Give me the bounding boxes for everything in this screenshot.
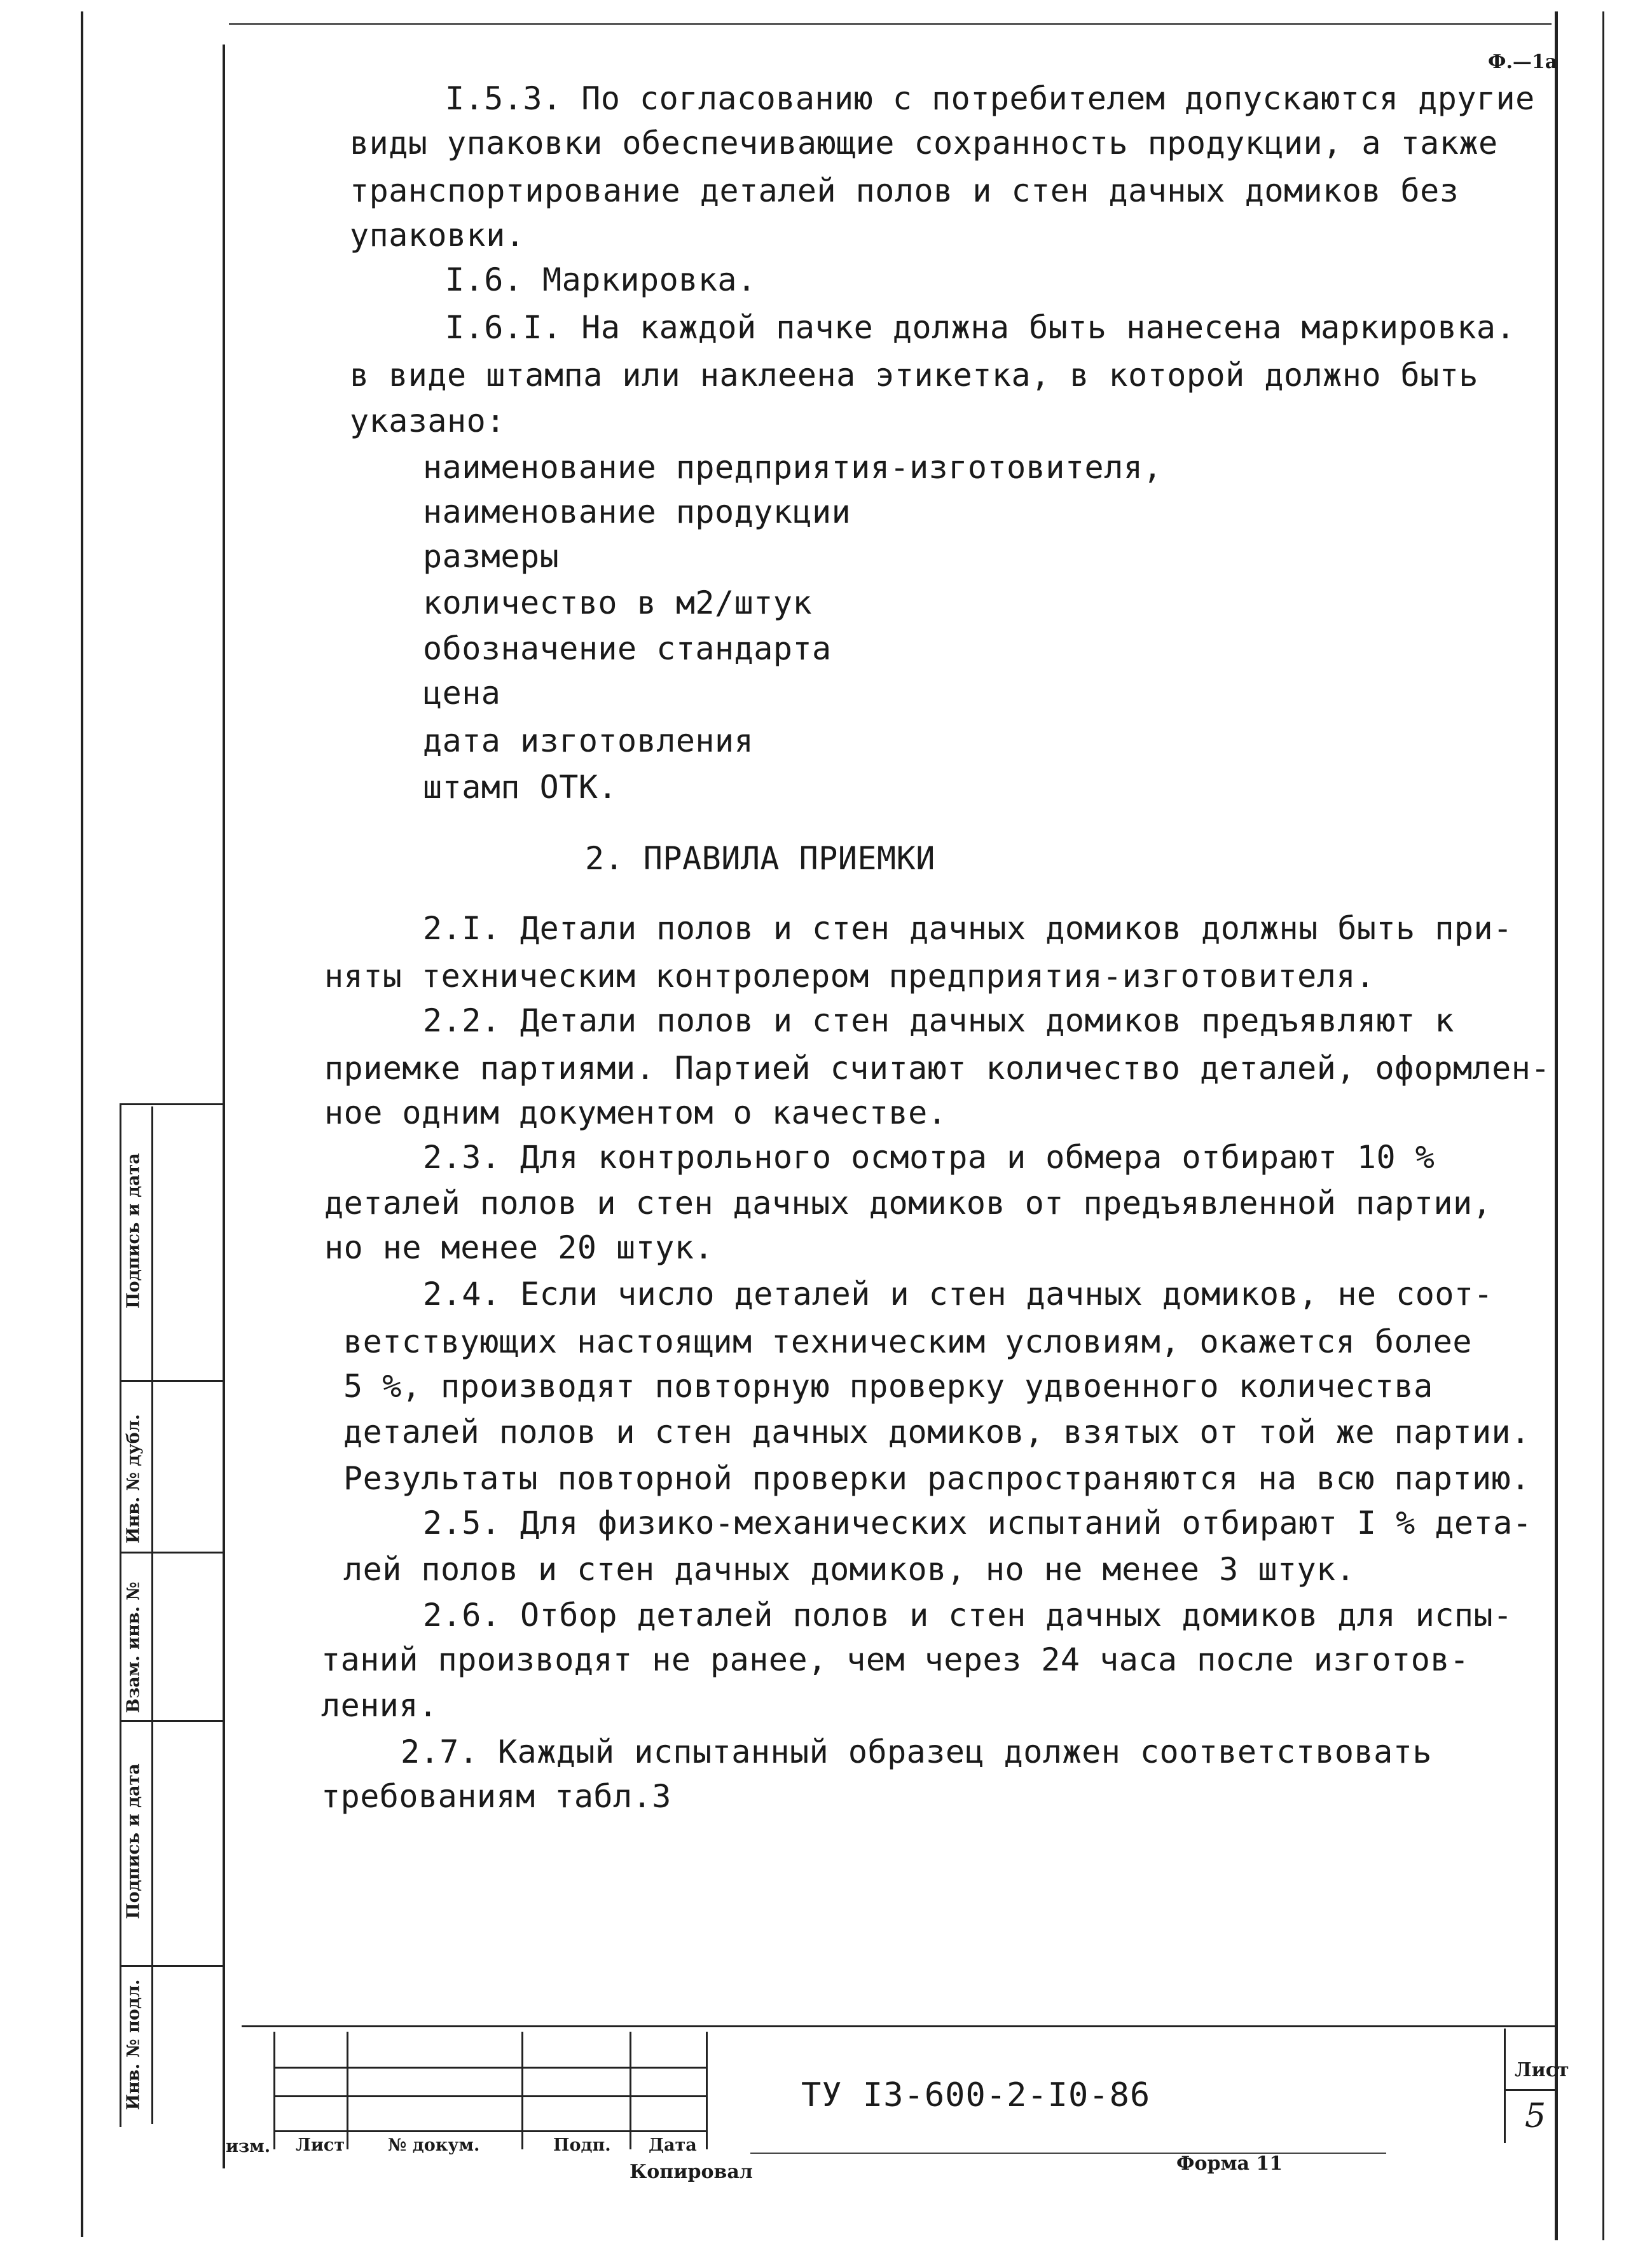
side-label-dup-inv-no: Инв. № дубл. [123, 1414, 144, 1544]
marking-list-item: штамп ОТК. [423, 769, 618, 806]
text-line: указано: [350, 403, 506, 439]
text-line: 2.6. Отбор деталей полов и стен дачных домиков для испы- [423, 1597, 1513, 1634]
col-signature-label: Подп. [553, 2135, 611, 2155]
text-line: I.6. Маркировка. [445, 261, 757, 298]
side-label-replaced-inv-no: Взам. инв. № [123, 1581, 144, 1713]
sheet-number: 5 [1525, 2097, 1546, 2135]
frame-right-border [1555, 11, 1558, 2240]
form-label: Форма 11 [1176, 2153, 1283, 2175]
text-line: 2.2. Детали полов и стен дачных домиков предъявляют к [423, 1002, 1454, 1039]
left-binding-edge [81, 11, 83, 2237]
text-line: ветствующих настоящим техническим условиям, окажется более [343, 1323, 1472, 1360]
col-doc-no-label: № докум. [388, 2135, 480, 2155]
text-line: лей полов и стен дачных домиков, но не менее 3 штук. [343, 1551, 1356, 1588]
title-block-top-border [242, 2025, 1558, 2027]
text-line: в виде штампа или наклеена этикетка, в которой должно быть [350, 357, 1478, 394]
text-line: 5 %, производят повторную проверку удвоенного количества [343, 1368, 1433, 1405]
text-line: приемке партиями. Партией считают количество деталей, оформлен- [324, 1050, 1550, 1087]
side-stamp-inner-line [151, 1106, 153, 2124]
text-line: няты техническим контролером предприятия-изготовителя. [324, 958, 1375, 995]
text-line: упаковки. [350, 217, 525, 254]
text-line: 2.I. Детали полов и стен дачных домиков должны быть при- [423, 910, 1513, 947]
frame-top-border [229, 23, 1552, 25]
marking-list-item: наименование продукции [423, 493, 851, 530]
text-line: деталей полов и стен дачных домиков, взятых от той же партии. [343, 1414, 1531, 1450]
marking-list-item: количество в м2/штук [423, 584, 813, 621]
text-line: ное одним документом о качестве. [324, 1094, 947, 1131]
sheet-label: Лист [1515, 2059, 1569, 2081]
col-change-label: изм. [226, 2137, 271, 2156]
footer-line [750, 2153, 1386, 2154]
text-line: 2.4. Если число деталей и стен дачных домиков, не соот- [423, 1276, 1494, 1313]
sheet-box-left [1504, 2029, 1506, 2143]
text-line: Результаты повторной проверки распространяются на всю партию. [343, 1460, 1531, 1497]
marking-list-item: обозначение стандарта [423, 630, 832, 667]
document-code: ТУ I3-600-2-I0-86 [801, 2076, 1151, 2114]
text-line: 2.3. Для контрольного осмотра и обмера отбирают 10 % [423, 1139, 1435, 1176]
col-sheet-label: Лист [296, 2135, 345, 2155]
title-block-row [273, 2130, 706, 2132]
text-line: требованиям табл.3 [321, 1778, 671, 1815]
form-code: Ф.—1а [1488, 51, 1558, 73]
title-block-col [521, 2032, 523, 2149]
text-line: ления. [321, 1687, 438, 1724]
text-line: деталей полов и стен дачных домиков от предъявленной партии, [324, 1185, 1492, 1222]
text-line: виды упаковки обеспечивающие сохранность продукции, а также [350, 125, 1498, 162]
text-line: I.5.3. По согласованию с потребителем допускаются другие [445, 80, 1535, 117]
side-label-signature-date: Подпись и дата [123, 1153, 144, 1309]
title-block-col [706, 2032, 708, 2149]
frame-left-border [223, 45, 225, 2168]
title-block-row [273, 2095, 706, 2097]
col-date-label: Дата [649, 2135, 697, 2155]
text-line: таний производят не ранее, чем через 24 часа после изготов- [321, 1641, 1470, 1678]
side-stamp-divider [120, 1380, 223, 1382]
side-label-orig-inv-no: Инв. № подл. [123, 1979, 144, 2111]
marking-list-item: цена [423, 675, 501, 712]
marking-list-item: наименование предприятия-изготовителя, [423, 449, 1162, 486]
sheet-box-divider [1504, 2089, 1556, 2091]
title-block-col [273, 2032, 275, 2149]
title-block-col [630, 2032, 631, 2149]
frame-right-outer [1602, 11, 1604, 2240]
text-line: но не менее 20 штук. [324, 1229, 714, 1266]
side-stamp-outer-line [120, 1103, 121, 2127]
text-line: транспортирование деталей полов и стен дачных домиков без [350, 172, 1459, 209]
text-line: 2.5. Для физико-механических испытаний отбирают I % дета- [423, 1505, 1532, 1541]
side-stamp-divider [120, 1103, 223, 1105]
section-heading: 2. ПРАВИЛА ПРИЕМКИ [585, 840, 935, 877]
marking-list-item: размеры [423, 538, 560, 575]
copied-label: Копировал [630, 2161, 753, 2183]
text-line: 2.7. Каждый испытанный образец должен соответствовать [401, 1733, 1432, 1770]
title-block-col [347, 2032, 348, 2149]
text-line: I.6.I. На каждой пачке должна быть нанесена маркировка. [445, 309, 1516, 346]
marking-list-item: дата изготовления [423, 722, 754, 759]
side-label-signature-date-2: Подпись и дата [123, 1763, 144, 1919]
title-block-row [273, 2067, 706, 2069]
